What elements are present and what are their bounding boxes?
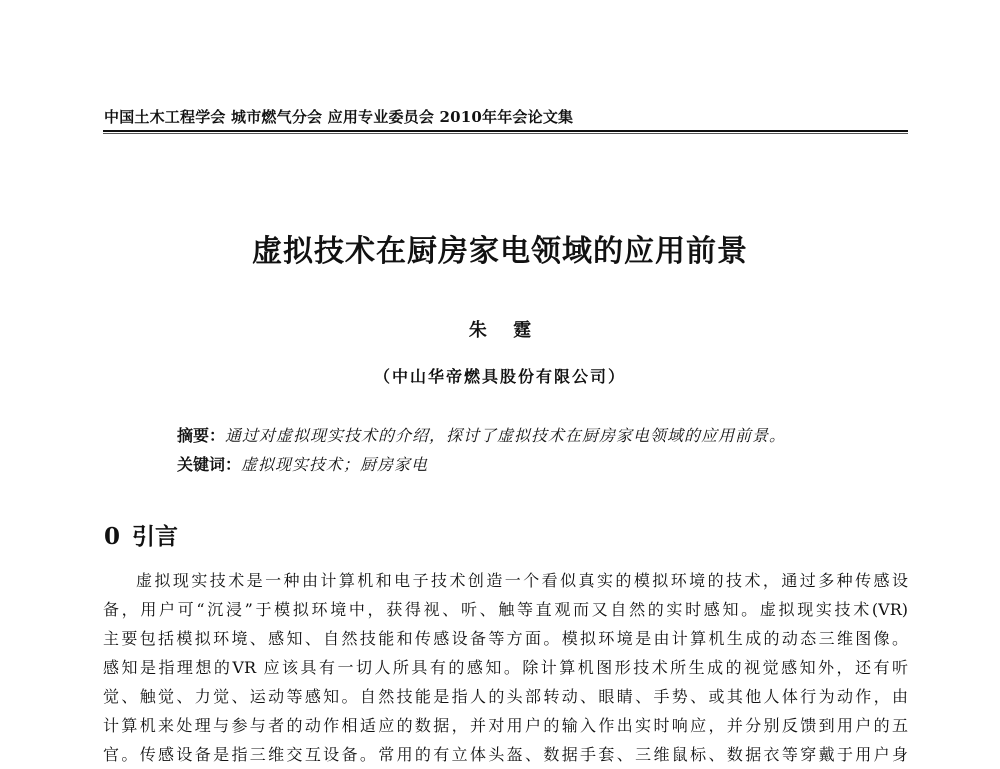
abstract-label: 摘要： <box>177 426 226 445</box>
keywords-text: 虚拟现实技术；厨房家电 <box>241 455 429 474</box>
body-line: 觉、触觉、力觉、运动等感知。自然技能是指人的头部转动、眼睛、手势、或其他人体行为动作，由 <box>103 687 908 706</box>
body-line: 感知是指理想的VR 应该具有一切人所具有的感知。除计算机图形技术所生成的视觉感知外，还有听 <box>103 658 908 677</box>
body-line: 虚拟现实技术是一种由计算机和电子技术创造一个看似真实的模拟环境的技术，通过多种传感设 <box>136 571 908 590</box>
body-line: 计算机来处理与参与者的动作相适应的数据，并对用户的输入作出实时响应，并分别反馈到用户的五 <box>103 716 908 735</box>
body-paragraph <box>103 566 908 769</box>
author-name: 朱 霆 <box>468 320 542 341</box>
body-line: 官。传感设备是指三维交互设备。常用的有立体头盔、数据手套、三维鼠标、数据衣等穿戴于用户身 <box>103 745 908 764</box>
abstract <box>177 423 786 446</box>
keywords-label: 关键词： <box>177 455 242 474</box>
body-line: 主要包括模拟环境、感知、自然技能和传感设备等方面。模拟环境是由计算机生成的动态三维图像。 <box>103 629 908 648</box>
keywords <box>177 452 428 475</box>
section-title: 引言 <box>132 523 179 550</box>
header-rule <box>103 130 908 132</box>
paper-title: 虚拟技术在厨房家电领域的应用前景 <box>252 234 748 269</box>
header-rule-thin <box>103 133 908 134</box>
body-line: 备，用户可“沉浸”于模拟环境中，获得视、听、触等直观而又自然的实时感知。虚拟现实技术(VR) <box>103 600 908 619</box>
section-number: 0 <box>104 523 121 550</box>
section-heading <box>104 518 178 551</box>
author-affiliation: （中山华帝燃具股份有限公司） <box>373 367 626 386</box>
abstract-text: 通过对虚拟现实技术的介绍，探讨了虚拟技术在厨房家电领域的应用前景。 <box>225 426 787 445</box>
running-header: 中国土木工程学会 城市燃气分会 应用专业委员会 2010年年会论文集 <box>104 108 574 126</box>
